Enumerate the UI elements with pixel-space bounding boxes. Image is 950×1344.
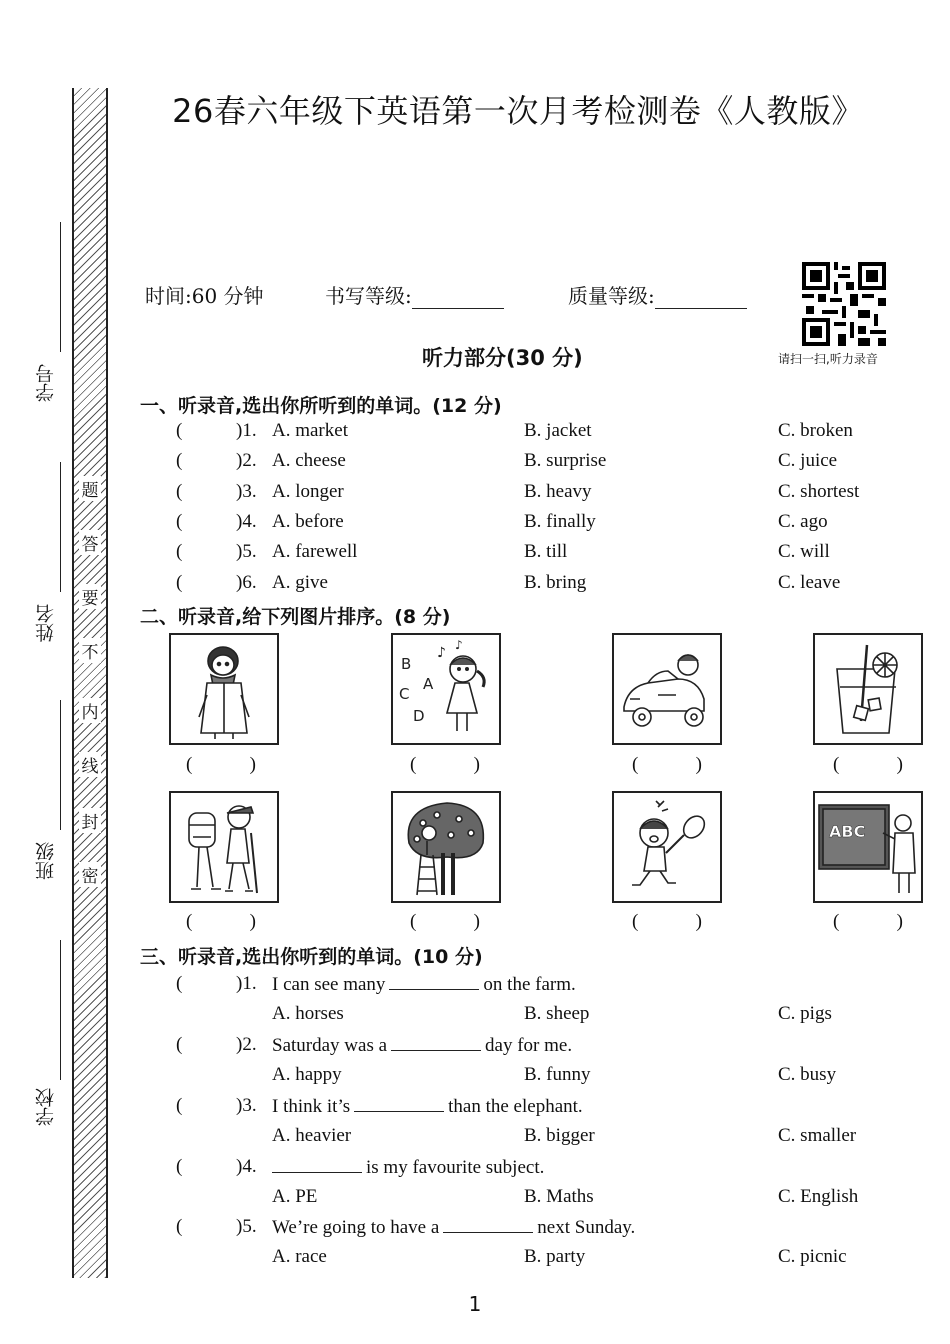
boy-playing-badminton-icon bbox=[614, 793, 720, 901]
question-number: )2. bbox=[236, 1034, 257, 1055]
section1-title: 一、听录音,选出你所听到的单词。(12 分) bbox=[140, 395, 502, 417]
paren-close: ) bbox=[249, 754, 256, 775]
school-label: 学校 bbox=[35, 1088, 57, 1126]
sentence-row bbox=[176, 1095, 906, 1123]
answer-paren[interactable]: ( bbox=[176, 450, 183, 471]
question-number: )4. bbox=[236, 511, 257, 532]
question-number: )4. bbox=[236, 1156, 257, 1177]
question-row bbox=[176, 450, 906, 478]
picture-girl-singing bbox=[391, 633, 501, 745]
option-row bbox=[176, 1186, 906, 1214]
quality-grade-blank[interactable] bbox=[655, 288, 747, 309]
seal-char: 题 bbox=[79, 476, 101, 501]
option-a: A. race bbox=[272, 1246, 327, 1267]
order-paren[interactable] bbox=[632, 911, 702, 933]
seal-char: 封 bbox=[79, 808, 101, 833]
question-row bbox=[176, 511, 906, 539]
option-a: A. PE bbox=[272, 1186, 318, 1207]
sentence-row bbox=[176, 973, 906, 1001]
fill-blank[interactable] bbox=[389, 973, 479, 990]
option-b: B. surprise bbox=[524, 450, 607, 471]
option-a: A. market bbox=[272, 420, 348, 441]
school-line[interactable] bbox=[60, 940, 61, 1080]
answer-paren[interactable]: ( bbox=[176, 420, 183, 441]
sentence bbox=[272, 1034, 572, 1057]
svg-text:♪: ♪ bbox=[437, 645, 446, 661]
sentence-post: day for me. bbox=[485, 1035, 573, 1056]
option-b: B. bigger bbox=[524, 1125, 595, 1146]
qr-code-icon[interactable] bbox=[802, 262, 886, 346]
option-b: B. funny bbox=[524, 1064, 591, 1085]
paren-open: ( bbox=[833, 754, 840, 775]
answer-paren[interactable]: ( bbox=[176, 572, 183, 593]
paren-close: ) bbox=[249, 911, 256, 932]
picture-hikers bbox=[169, 791, 279, 903]
answer-paren[interactable]: ( bbox=[176, 511, 183, 532]
option-c: C. broken bbox=[778, 420, 853, 441]
answer-paren[interactable]: ( bbox=[176, 973, 183, 994]
answer-paren[interactable]: ( bbox=[176, 481, 183, 502]
qr-caption: 请扫一扫,听力录音 bbox=[778, 352, 878, 366]
seal-char: 内 bbox=[79, 698, 101, 723]
option-c: C. leave bbox=[778, 572, 841, 593]
question-number: )6. bbox=[236, 572, 257, 593]
option-a: A. cheese bbox=[272, 450, 346, 471]
question-row bbox=[176, 420, 906, 448]
name-line[interactable] bbox=[60, 462, 61, 592]
option-c: C. shortest bbox=[778, 481, 860, 502]
option-a: A. farewell bbox=[272, 541, 358, 562]
picture-teacher bbox=[813, 791, 923, 903]
picture-badminton bbox=[612, 791, 722, 903]
sentence bbox=[272, 1095, 583, 1118]
picture-girl-winter bbox=[169, 633, 279, 745]
option-row bbox=[176, 1125, 906, 1153]
page-title: 26春六年级下英语第一次月考检测卷《人教版》 bbox=[172, 92, 864, 130]
fill-blank[interactable] bbox=[354, 1095, 444, 1112]
order-paren[interactable] bbox=[410, 754, 480, 776]
paren-close: ) bbox=[896, 911, 903, 932]
option-b: B. sheep bbox=[524, 1003, 590, 1024]
girl-in-winter-coat-icon bbox=[171, 635, 277, 743]
hikers-with-backpacks-icon bbox=[171, 793, 277, 901]
question-number: )3. bbox=[236, 481, 257, 502]
question-number: )1. bbox=[236, 973, 257, 994]
answer-paren[interactable]: ( bbox=[176, 1095, 183, 1116]
writing-grade-label: 书写等级: bbox=[325, 284, 412, 308]
paren-close: ) bbox=[896, 754, 903, 775]
question-number: )5. bbox=[236, 1216, 257, 1237]
quality-grade-label: 质量等级: bbox=[568, 284, 655, 308]
sentence-row bbox=[176, 1156, 906, 1184]
quality-grade bbox=[568, 280, 747, 309]
order-paren[interactable] bbox=[186, 754, 256, 776]
sentence-post: on the farm. bbox=[483, 974, 576, 995]
fill-blank[interactable] bbox=[272, 1156, 362, 1173]
option-b: B. till bbox=[524, 541, 568, 562]
student-id-line[interactable] bbox=[60, 222, 61, 352]
paren-close: ) bbox=[473, 911, 480, 932]
question-number: )3. bbox=[236, 1095, 257, 1116]
svg-text:D: D bbox=[413, 707, 425, 725]
sentence-post: next Sunday. bbox=[537, 1217, 636, 1238]
girl-picking-fruit-icon bbox=[393, 793, 499, 901]
option-b: B. Maths bbox=[524, 1186, 594, 1207]
class-label: 班级 bbox=[35, 842, 57, 880]
option-a: A. before bbox=[272, 511, 344, 532]
order-paren[interactable] bbox=[410, 911, 480, 933]
svg-text:♪: ♪ bbox=[455, 638, 463, 652]
sentence-pre: We’re going to have a bbox=[272, 1217, 440, 1238]
paren-open: ( bbox=[833, 911, 840, 932]
answer-paren[interactable]: ( bbox=[176, 1034, 183, 1055]
picture-picking-fruit bbox=[391, 791, 501, 903]
class-line[interactable] bbox=[60, 700, 61, 830]
option-c: C. juice bbox=[778, 450, 838, 471]
fill-blank[interactable] bbox=[391, 1034, 481, 1051]
sentence-pre: I think it’s bbox=[272, 1096, 351, 1117]
paren-close: ) bbox=[695, 911, 702, 932]
paren-open: ( bbox=[186, 754, 193, 775]
seal-char: 线 bbox=[79, 752, 101, 777]
writing-grade-blank[interactable] bbox=[412, 288, 504, 309]
picture-boy-car bbox=[612, 633, 722, 745]
listening-heading: 听力部分(30 分) bbox=[422, 346, 583, 370]
sentence-pre: I can see many bbox=[272, 974, 386, 995]
binding-strip bbox=[72, 88, 108, 1278]
order-paren[interactable] bbox=[632, 754, 702, 776]
sentence-row bbox=[176, 1216, 906, 1244]
section2-title: 二、听录音,给下列图片排序。(8 分) bbox=[140, 606, 451, 628]
sentence bbox=[272, 973, 576, 996]
seal-char: 答 bbox=[79, 530, 101, 555]
writing-grade bbox=[325, 280, 504, 309]
sentence-pre: Saturday was a bbox=[272, 1035, 388, 1056]
paren-open: ( bbox=[632, 754, 639, 775]
order-paren[interactable] bbox=[186, 911, 256, 933]
seal-char: 要 bbox=[79, 584, 101, 609]
option-c: C. picnic bbox=[778, 1246, 847, 1267]
time-limit: 时间:60 分钟 bbox=[145, 284, 264, 308]
option-c: C. pigs bbox=[778, 1003, 832, 1024]
option-a: A. heavier bbox=[272, 1125, 352, 1146]
glass-of-juice-icon bbox=[815, 635, 921, 743]
option-b: B. jacket bbox=[524, 420, 592, 441]
teacher-at-blackboard-icon bbox=[815, 793, 921, 901]
question-row bbox=[176, 572, 906, 600]
option-c: C. smaller bbox=[778, 1125, 857, 1146]
girl-singing-abc-icon bbox=[393, 635, 499, 743]
option-c: C. English bbox=[778, 1186, 859, 1207]
question-number: )5. bbox=[236, 541, 257, 562]
option-a: A. longer bbox=[272, 481, 344, 502]
option-c: C. will bbox=[778, 541, 830, 562]
paren-close: ) bbox=[695, 754, 702, 775]
paren-open: ( bbox=[410, 911, 417, 932]
paren-open: ( bbox=[632, 911, 639, 932]
question-number: )2. bbox=[236, 450, 257, 471]
option-a: A. horses bbox=[272, 1003, 344, 1024]
svg-text:ABC: ABC bbox=[829, 822, 866, 841]
question-number: )1. bbox=[236, 420, 257, 441]
seal-char: 密 bbox=[79, 862, 101, 887]
answer-paren[interactable]: ( bbox=[176, 1156, 183, 1177]
order-paren[interactable] bbox=[833, 911, 903, 933]
option-row bbox=[176, 1003, 906, 1031]
question-row bbox=[176, 481, 906, 509]
sentence-post: is my favourite subject. bbox=[366, 1157, 545, 1178]
order-paren[interactable] bbox=[833, 754, 903, 776]
option-row bbox=[176, 1246, 906, 1274]
option-row bbox=[176, 1064, 906, 1092]
svg-text:A: A bbox=[423, 675, 434, 693]
option-b: B. party bbox=[524, 1246, 586, 1267]
paren-open: ( bbox=[410, 754, 417, 775]
option-b: B. heavy bbox=[524, 481, 592, 502]
fill-blank[interactable] bbox=[443, 1216, 533, 1233]
seal-char: 不 bbox=[79, 638, 101, 663]
option-b: B. bring bbox=[524, 572, 587, 593]
paren-close: ) bbox=[473, 754, 480, 775]
option-a: A. happy bbox=[272, 1064, 342, 1085]
student-id-label: 学号 bbox=[35, 364, 57, 402]
svg-text:C: C bbox=[399, 685, 410, 703]
sentence-post: than the elephant. bbox=[448, 1096, 583, 1117]
answer-paren[interactable]: ( bbox=[176, 1216, 183, 1237]
paren-open: ( bbox=[186, 911, 193, 932]
section3-title: 三、听录音,选出你听到的单词。(10 分) bbox=[140, 946, 483, 968]
option-b: B. finally bbox=[524, 511, 596, 532]
sentence bbox=[272, 1156, 544, 1179]
question-row bbox=[176, 541, 906, 569]
answer-paren[interactable]: ( bbox=[176, 541, 183, 562]
name-label: 姓名 bbox=[35, 604, 57, 642]
option-c: C. ago bbox=[778, 511, 828, 532]
sentence bbox=[272, 1216, 635, 1239]
sentence-row bbox=[176, 1034, 906, 1062]
svg-text:B: B bbox=[401, 655, 412, 673]
option-a: A. give bbox=[272, 572, 328, 593]
option-c: C. busy bbox=[778, 1064, 837, 1085]
picture-juice bbox=[813, 633, 923, 745]
page-number: 1 bbox=[468, 1292, 482, 1316]
boy-driving-car-icon bbox=[614, 635, 720, 743]
